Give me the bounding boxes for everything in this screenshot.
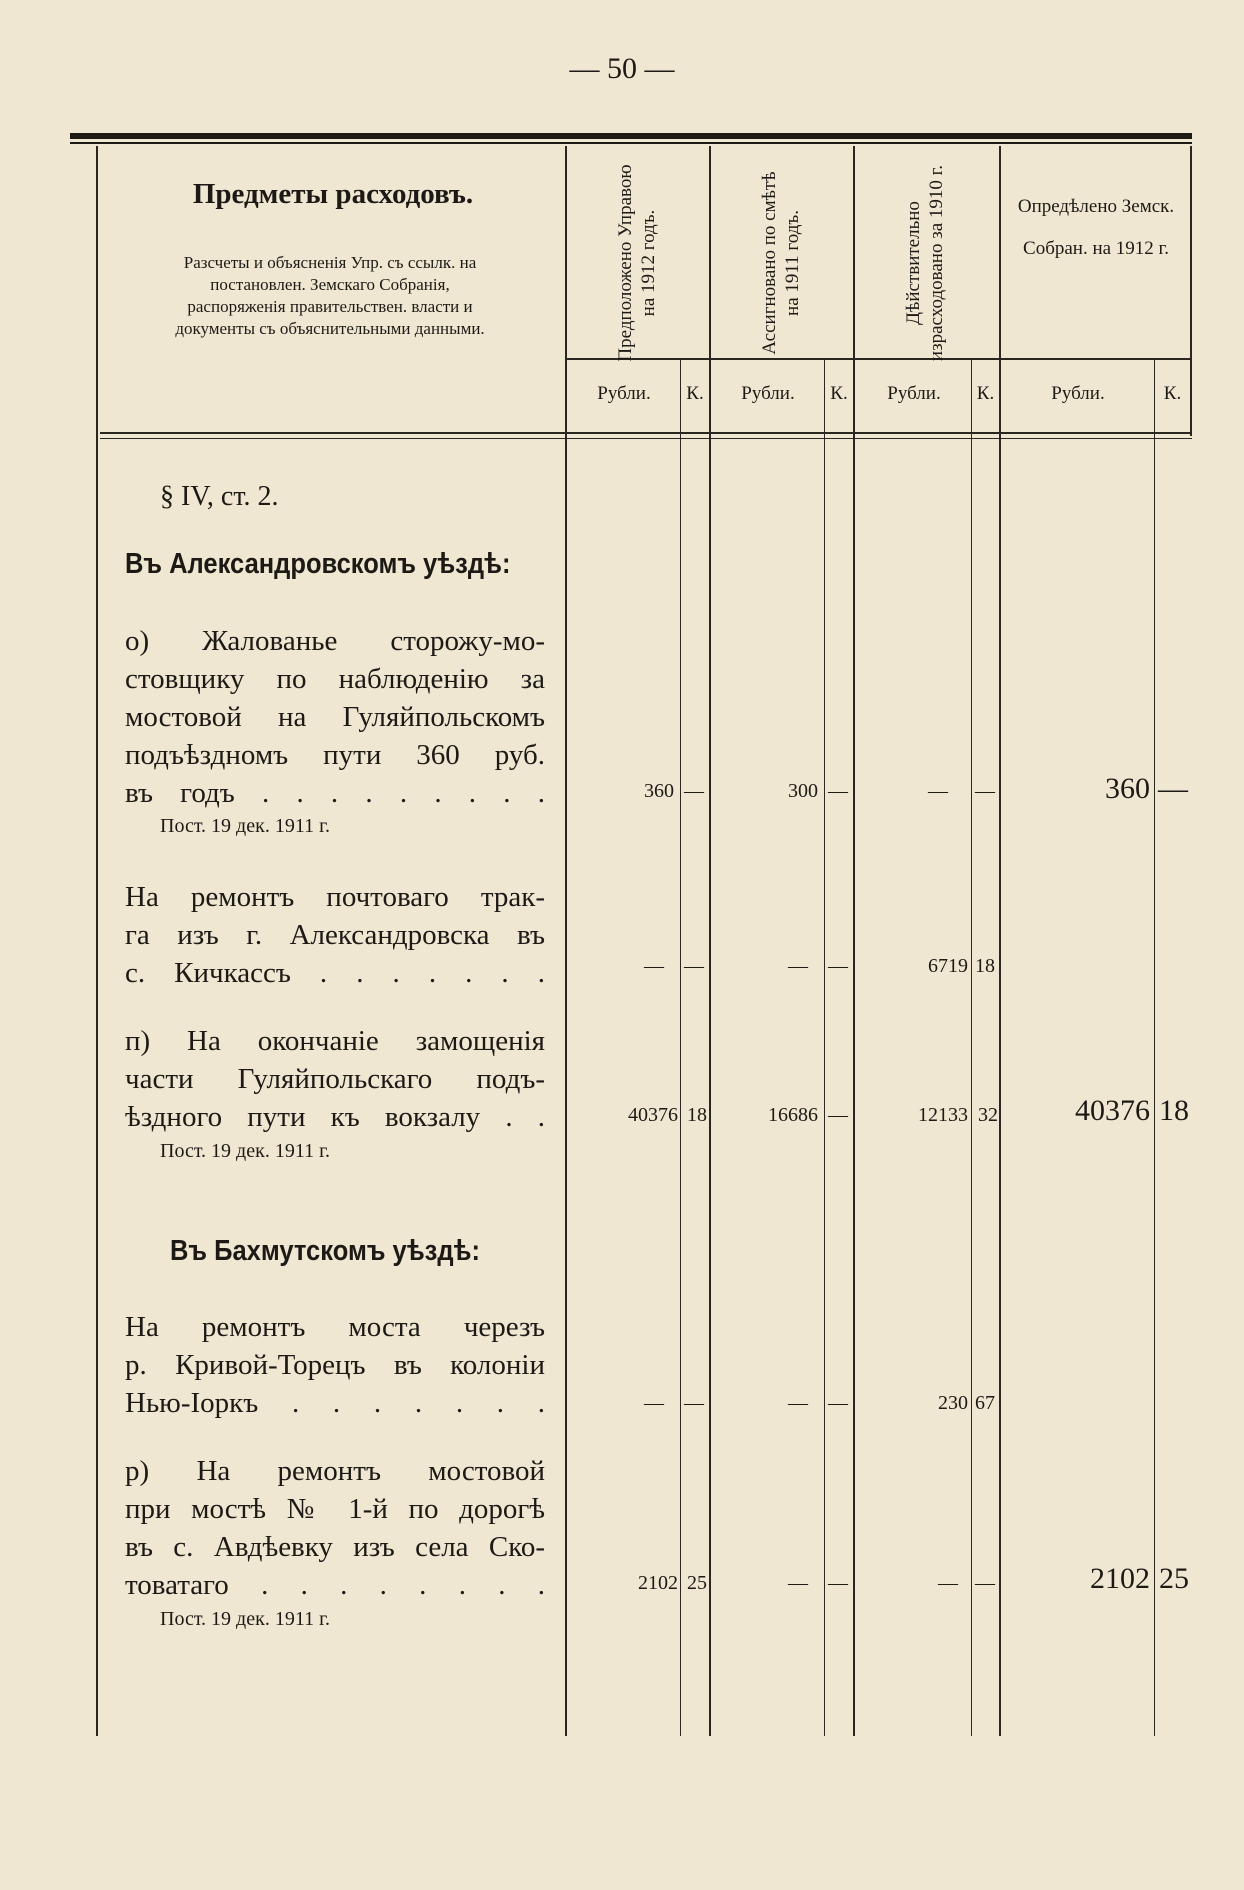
text-line: ѣздного пути къ вокзалу . . <box>125 1101 545 1133</box>
amount-kopecks: 18 <box>975 955 995 977</box>
col-header-proposed: Предположено Управою на 1912 годъ. <box>615 164 659 362</box>
amount-rubles: — <box>928 780 948 802</box>
top-rule-thin <box>70 142 1192 144</box>
unit-kopecks: К. <box>686 383 704 404</box>
amount-kopecks: — <box>828 1572 848 1594</box>
header-bottom-rule-thin <box>100 438 1192 439</box>
unit-rubles: Рубли. <box>741 383 795 404</box>
items-column-title: Предметы расходовъ. <box>192 178 474 210</box>
district-heading: Въ Александровскомъ уѣздѣ: <box>125 548 511 580</box>
text-line: р) На ремонтъ мостовой <box>125 1455 545 1487</box>
header-bottom-rule <box>100 432 1192 434</box>
amount-rubles: 6719 <box>928 955 968 977</box>
items-column-description: Разсчеты и объясненія Упр. съ ссылк. на постановлен. Земскаго Собранія, распоряженія правительствен. власти и документы съ объяснительными данными. <box>175 253 485 338</box>
resolution-note: Пост. 19 дек. 1911 г. <box>160 815 331 837</box>
amount-rubles: — <box>788 955 808 977</box>
col-divider <box>1154 360 1155 1736</box>
section-heading: § IV, ст. 2. <box>160 481 279 512</box>
resolution-note: Пост. 19 дек. 1911 г. <box>160 1140 331 1162</box>
text-line: въ с. Авдѣевку изъ села Ско- <box>125 1531 545 1563</box>
amount-rubles: — <box>788 1392 808 1414</box>
text-line: стовщику по наблюденію за <box>125 663 545 695</box>
text-line: въ годъ . . . . . . . . . <box>125 777 545 809</box>
unit-rubles: Рубли. <box>1051 383 1105 404</box>
amount-kopecks: 18 <box>1159 1094 1189 1127</box>
text-line: мостовой на Гуляйпольскомъ <box>125 701 545 733</box>
amount-rubles: 360 <box>1105 772 1150 805</box>
amount-rubles: 360 <box>644 780 674 802</box>
amount-kopecks: 25 <box>1159 1562 1189 1595</box>
table-left-border <box>96 146 98 1736</box>
col-divider <box>971 360 972 1736</box>
unit-kopecks: К. <box>976 383 995 404</box>
item-most-text <box>125 1308 545 1422</box>
amount-kopecks: — <box>684 780 704 802</box>
amount-rubles: 230 <box>938 1392 968 1414</box>
amount-kopecks: 25 <box>687 1572 707 1594</box>
amount-rubles: — <box>938 1572 958 1594</box>
unit-kopecks: К. <box>1163 383 1182 404</box>
text-line: товатаго . . . . . . . . <box>125 1569 545 1601</box>
amount-kopecks: — <box>975 780 995 802</box>
amount-kopecks: 18 <box>687 1104 707 1126</box>
unit-rubles: Рубли. <box>887 383 941 404</box>
text-line: с. Кичкассъ . . . . . . . <box>125 957 545 989</box>
amount-rubles: 12133 <box>918 1104 968 1126</box>
text-line: о) Жалованье сторожу-мо- <box>125 625 545 657</box>
unit-kopecks: К. <box>830 383 848 404</box>
amount-rubles: — <box>644 955 664 977</box>
district-heading: Въ Бахмутскомъ уѣздѣ: <box>170 1235 480 1267</box>
item-p-text <box>125 1022 545 1136</box>
item-o-text <box>125 622 545 812</box>
item-r-text <box>125 1452 545 1604</box>
top-rule <box>70 133 1192 139</box>
amount-rubles: 16686 <box>768 1104 818 1126</box>
amount-rubles: 2102 <box>638 1572 678 1594</box>
resolution-note: Пост. 19 дек. 1911 г. <box>160 1608 331 1630</box>
text-line: р. Кривой-Торецъ въ колоніи <box>125 1349 545 1381</box>
amount-rubles: 40376 <box>628 1104 678 1126</box>
amount-kopecks: — <box>828 1392 848 1414</box>
col-divider <box>680 360 681 1736</box>
text-line: На ремонтъ почтоваго трак- <box>125 881 545 913</box>
amount-kopecks: — <box>828 955 848 977</box>
text-line: части Гуляйпольскаго подъ- <box>125 1063 545 1095</box>
text-line: На ремонтъ моста черезъ <box>125 1311 545 1343</box>
amount-kopecks: — <box>828 780 848 802</box>
item-remont-trakt-text <box>125 878 545 992</box>
page-number: — 50 — <box>569 52 675 85</box>
amount-kopecks: — <box>684 955 704 977</box>
amount-kopecks: — <box>975 1572 995 1594</box>
text-line: га изъ г. Александровска въ <box>125 919 545 951</box>
amount-kopecks: — <box>684 1392 704 1414</box>
amount-rubles: 40376 <box>1075 1094 1150 1127</box>
amount-kopecks: 67 <box>975 1392 995 1414</box>
col-divider <box>565 146 567 1736</box>
amount-rubles: — <box>788 1572 808 1594</box>
col-header-spent: Дѣйствительно израсходовано за 1910 г. <box>903 164 947 362</box>
col-header-assigned: Ассигновано по смѣтѣ на 1911 годъ. <box>759 171 803 355</box>
amount-rubles: 2102 <box>1090 1562 1150 1595</box>
col-divider <box>853 146 855 1736</box>
col-divider <box>709 146 711 1736</box>
text-line: Нью-Іоркъ . . . . . . . <box>125 1387 545 1419</box>
text-line: п) На окончаніе замощенія <box>125 1025 545 1057</box>
col-divider <box>999 146 1001 1736</box>
amount-kopecks: 32 <box>978 1104 998 1126</box>
text-line: подъѣздномъ пути 360 руб. <box>125 739 545 771</box>
col-divider <box>824 360 825 1736</box>
amount-kopecks: — <box>1158 772 1188 805</box>
unit-rubles: Рубли. <box>597 383 651 404</box>
text-line: при мостѣ № 1-й по дорогѣ <box>125 1493 545 1525</box>
amount-rubles: — <box>644 1392 664 1414</box>
col-header-determined: Опредѣлено Земск. Собран. на 1912 г. <box>1017 196 1175 259</box>
table-right-border <box>1190 146 1192 436</box>
amount-kopecks: — <box>828 1104 848 1126</box>
amount-rubles: 300 <box>788 780 818 802</box>
